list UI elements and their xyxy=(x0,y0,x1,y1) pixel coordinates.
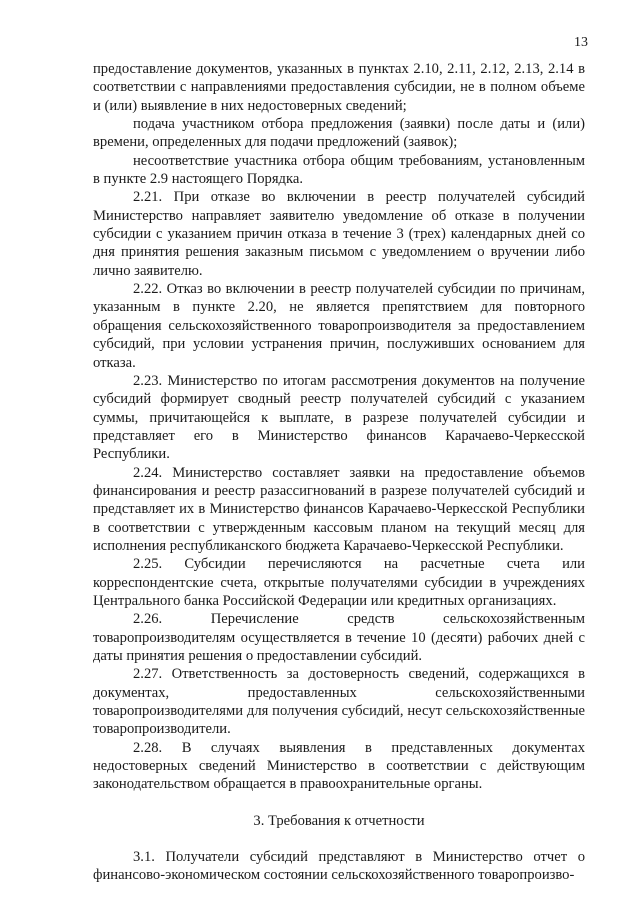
paragraph-late-submission: подача участником отбора предложения (заявки) после даты и (или) времени, определенных для подачи предложений (заявок); xyxy=(93,116,585,151)
paragraph-continuation: предоставление документов, указанных в пунктах 2.10, 2.11, 2.12, 2.13, 2.14 в соответствии с направлениями предоставления субсидии, не в полном объеме и (или) выявление в них недостоверных сведений; xyxy=(93,61,585,114)
paragraph-2-22: 2.22. Отказ во включении в реестр получателей субсидии по причинам, указанным в пункте 2.20, не является препятствием для повторного обращения сельскохозяйственного товаропроизводителя за предоставлением субсидий, при условии устранения причин, послуживших основанием для отказа. xyxy=(93,281,585,371)
paragraph-2-26: 2.26. Перечисление средств сельскохозяйственным товаропроизводителям осуществляется в течение 10 (десяти) рабочих дней с даты принятия решения о предоставлении субсидий. xyxy=(93,611,585,664)
paragraph-2-28: 2.28. В случаях выявления в представленных документах недостоверных сведений Министерство в соответствии с действующим законодательством обращается в правоохранительные органы. xyxy=(93,739,585,793)
paragraph-3-1: 3.1. Получатели субсидий представляют в Министерство отчет о финансово-экономическом состоянии сельскохозяйственного товаропроизво- xyxy=(93,849,585,884)
paragraph-2-23: 2.23. Министерство по итогам рассмотрения документов на получение субсидий формирует сводный реестр получателей субсидий с указанием суммы, причитающейся к выплате, в разрезе получателей субсидии и представляет его в Министерство финансов Карачаево-Черкесской Республики. xyxy=(93,372,585,463)
paragraph-2-25: 2.25. Субсидии перечисляются на расчетные счета или корреспондентские счета, открытые получателями субсидии в учреждениях Центрального банка Российской Федерации или кредитных организациях. xyxy=(93,556,585,609)
paragraph-noncompliance: несоответствие участника отбора общим требованиям, установленным в пункте 2.9 настоящего Порядка. xyxy=(93,152,585,188)
paragraph-2-27: 2.27. Ответственность за достоверность сведений, содержащихся в документах, предоставленных сельскохозяйственными товаропроизводителями для получения субсидий, несут сельскохозяйственные товаропроизводители. xyxy=(93,666,585,738)
page-number: 13 xyxy=(574,35,588,50)
paragraph-2-24: 2.24. Министерство составляет заявки на предоставление объемов финансирования и реестр разассигнований в разрезе получателей субсидий и представляет их в Министерство финансов Карачаево-Черкесской Республики в соответствии с утвержденным кассовым планом на текущий месяц для исполнения республиканского бюджета Карачаево-Черкесской Республики. xyxy=(93,464,585,554)
document-body xyxy=(93,60,585,885)
section-title: 3. Требования к отчетности xyxy=(253,812,425,829)
paragraph-2-21: 2.21. При отказе во включении в реестр получателей субсидий Министерство направляет заявителю уведомление об отказе в получении субсидии с указанием причин отказа в течение 3 (трех) календарных дней со дня принятия решения заказным письмом с уведомлением о вручении либо лично заявителю. xyxy=(93,189,585,279)
